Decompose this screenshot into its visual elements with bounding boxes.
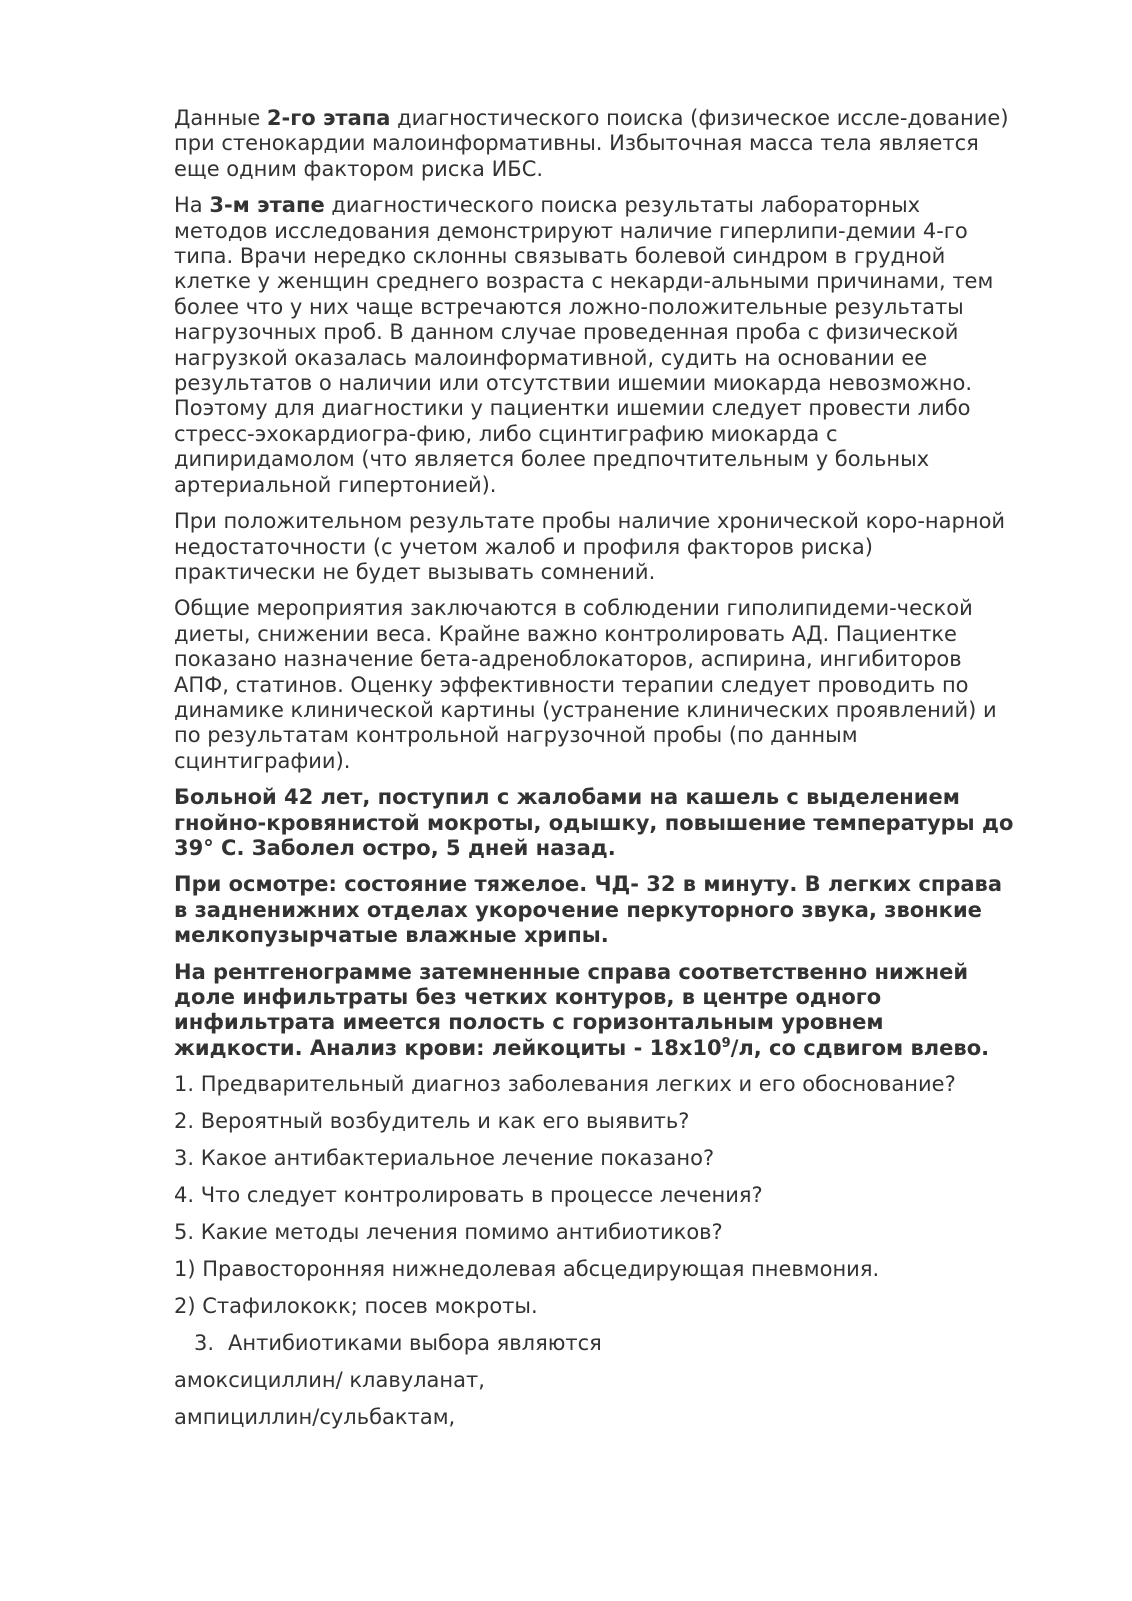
paragraph-positive-result: При положительном результате пробы наличие хронической коро-нарной недостаточности (с учетом жалоб и профиля факторов риска) практически не будет вызывать сомнений. [174,509,1006,584]
bold-stage-2: 2-го этапа [266,106,391,130]
question-item: 2. Вероятный возбудитель и как его выявить? [174,1109,690,1134]
question-item: 5. Какие методы лечения помимо антибиотиков? [174,1220,723,1245]
text: /л, со сдвигом влево. [730,1035,990,1060]
text: диагностического поиска (физическое иссле-дование) при стенокардии малоинформативны. Избыточная масса тела является еще одним фактором риска ИБС. [174,106,1009,181]
case-complaints: Больной 42 лет, поступил с жалобами на кашель с выделением гнойно-кровянистой мокроты, одышку, повышение температуры до 39° С. Заболел остро, 5 дней назад. [174,785,1014,860]
text: Данные [174,106,267,130]
answer-text: Антибиотиками выбора являются [228,1331,602,1356]
drug-item: ампициллин/сульбактам, [174,1405,456,1430]
superscript: 9 [721,1035,731,1051]
paragraph-general-measures: Общие мероприятия заключаются в соблюдении гиполипидеми-ческой диеты, снижении веса. Крайне важно контролировать АД. Пациентке показано назначение бета-адреноблокаторов, аспирина, ингибиторов АПФ, статинов. Оценку эффективности терапии следует проводить по динамике клинической картины (устранение клинических проявлений) и по результатам контрольной нагрузочной пробы (по данным сцинтиграфии). [174,596,997,773]
case-examination: При осмотре: состояние тяжелое. ЧД- 32 в минуту. В легких справа в задненижних отделах укорочение перкуторного звука, звонкие мелкопузырчатые влажные хрипы. [174,872,1002,948]
answer-item: 2) Стафилококк; посев мокроты. [174,1294,538,1319]
text: На рентгенограмме затемненные справа соответственно нижней доле инфильтраты без четких контуров, в центре одного инфильтрата имеется полость с горизонтальным уровнем жидкости. Анализ крови: лейкоциты - 18х10 [174,959,969,1060]
bold-stage-3: 3-м этапе [209,193,325,218]
document-page [174,106,1014,1442]
answer-item: 1) Правосторонняя нижнедолевая абсцедирующая пневмония. [174,1257,880,1282]
answer-item-3 [174,1331,1014,1356]
answer-number: 3. [194,1331,215,1356]
paragraph-stage-3 [174,193,1014,498]
text: На [174,193,210,218]
paragraph-stage-2 [174,106,1014,182]
drug-item: амоксициллин/ клавуланат, [174,1368,485,1393]
question-item: 4. Что следует контролировать в процессе лечения? [174,1183,763,1208]
question-item: 3. Какое антибактериальное лечение показано? [174,1146,715,1171]
text: диагностического поиска результаты лабораторных методов исследования демонстрируют наличие гиперлипи-демии 4-го типа. Врачи нередко склонны связывать болевой синдром в грудной клетке у женщин среднего возраста с некарди-альными причинами, тем более что у них чаще встречаются ложно-положительные результаты нагрузочных проб. В данном случае проведенная проба с физической нагрузкой оказалась малоинформативной, судить на основании ее результатов о наличии или отсутствии ишемии миокарда невозможно. Поэтому для диагностики у пациентки ишемии следует провести либо стресс-эхокардиогра-фию, либо сцинтиграфию миокарда с дипиридамолом (что является более предпочтительным у больных артериальной гипертонией). [174,193,994,497]
question-item: 1. Предварительный диагноз заболевания легких и его обоснование? [174,1072,956,1097]
case-xray [174,960,1014,1062]
